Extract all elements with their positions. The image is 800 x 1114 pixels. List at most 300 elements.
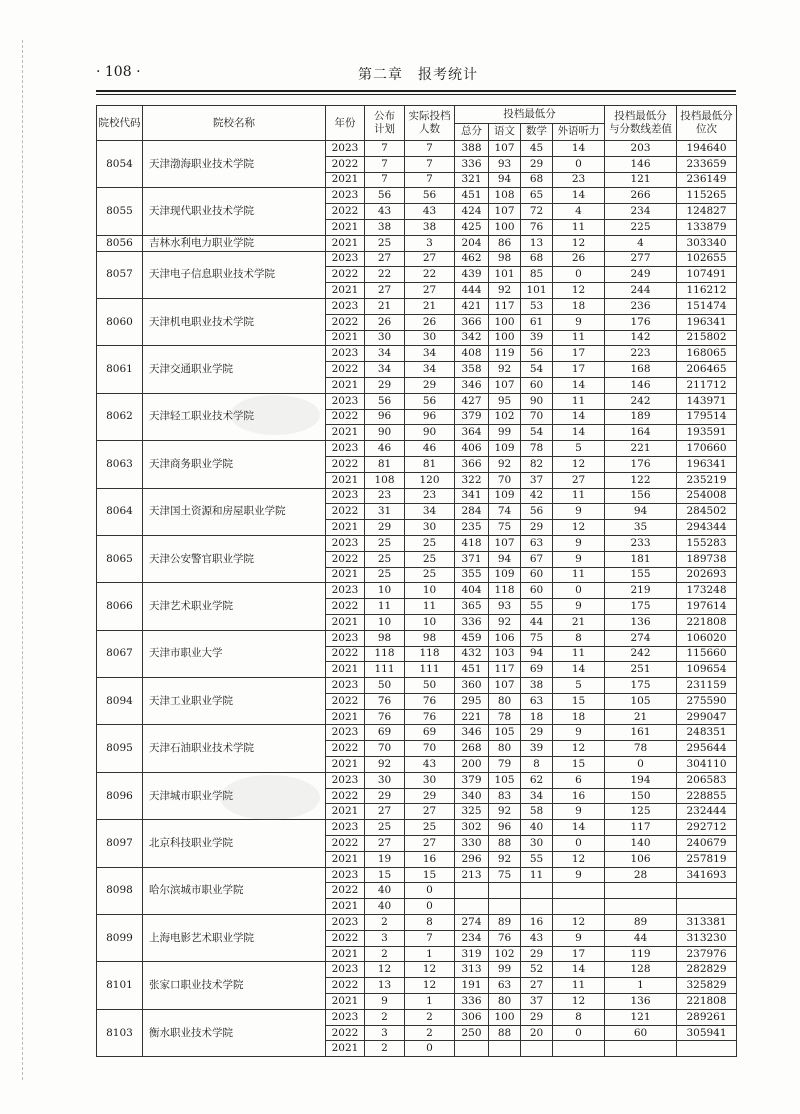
cell-total: 204 (455, 235, 489, 251)
table-row (97, 441, 737, 457)
cell-rank: 173248 (677, 583, 737, 599)
cell-rank: 284502 (677, 504, 737, 520)
cell-math: 65 (521, 188, 553, 204)
cell-math: 16 (521, 915, 553, 931)
cell-total: 341 (455, 488, 489, 504)
col-chinese: 语文 (489, 123, 521, 141)
cell-diff: 128 (605, 962, 677, 978)
school-code: 8064 (97, 488, 143, 535)
cell-actual: 34 (405, 346, 455, 362)
page-number: · 108 · (96, 64, 141, 80)
cell-english (553, 1041, 605, 1057)
cell-year: 2022 (326, 156, 365, 172)
cell-actual: 43 (405, 757, 455, 773)
cell-year: 2021 (326, 425, 365, 441)
table-row (97, 346, 737, 362)
cell-actual: 81 (405, 456, 455, 472)
cell-math: 82 (521, 456, 553, 472)
school-code: 8094 (97, 678, 143, 725)
cell-year: 2021 (326, 994, 365, 1010)
cell-english: 17 (553, 946, 605, 962)
faint-stamp-mark (230, 395, 320, 435)
cell-total: 250 (455, 1025, 489, 1041)
cell-english: 9 (553, 930, 605, 946)
cell-english: 9 (553, 804, 605, 820)
cell-rank: 170660 (677, 441, 737, 457)
cell-chinese: 92 (489, 362, 521, 378)
school-name: 天津艺术职业学院 (143, 583, 326, 630)
cell-year: 2023 (326, 820, 365, 836)
cell-diff: 121 (605, 172, 677, 188)
cell-actual: 11 (405, 599, 455, 615)
cell-english: 26 (553, 251, 605, 267)
cell-plan: 108 (365, 472, 405, 488)
cell-rank: 289261 (677, 1009, 737, 1025)
cell-year: 2023 (326, 630, 365, 646)
school-code: 8095 (97, 725, 143, 772)
cell-diff: 105 (605, 693, 677, 709)
cell-plan: 11 (365, 599, 405, 615)
cell-year: 2023 (326, 251, 365, 267)
school-code: 8061 (97, 346, 143, 393)
cell-actual: 7 (405, 156, 455, 172)
cell-math: 56 (521, 346, 553, 362)
cell-actual: 69 (405, 725, 455, 741)
cell-math: 8 (521, 757, 553, 773)
cell-math: 29 (521, 520, 553, 536)
cell-plan: 7 (365, 172, 405, 188)
cell-actual: 26 (405, 314, 455, 330)
cell-chinese: 117 (489, 662, 521, 678)
cell-diff: 35 (605, 520, 677, 536)
cell-rank: 313381 (677, 915, 737, 931)
cell-math: 54 (521, 362, 553, 378)
cell-rank: 189738 (677, 551, 737, 567)
cell-plan: 34 (365, 362, 405, 378)
cell-diff: 203 (605, 141, 677, 157)
cell-rank: 235219 (677, 472, 737, 488)
cell-chinese: 80 (489, 741, 521, 757)
cell-math: 13 (521, 235, 553, 251)
cell-actual: 98 (405, 630, 455, 646)
cell-diff: 117 (605, 820, 677, 836)
cell-math: 68 (521, 172, 553, 188)
cell-actual: 25 (405, 535, 455, 551)
cell-actual: 120 (405, 472, 455, 488)
cell-year: 2023 (326, 488, 365, 504)
cell-diff (605, 1041, 677, 1057)
cell-total: 336 (455, 614, 489, 630)
cell-total: 388 (455, 141, 489, 157)
cell-plan: 31 (365, 504, 405, 520)
cell-english: 14 (553, 820, 605, 836)
col-math: 数学 (521, 123, 553, 141)
cell-actual: 27 (405, 804, 455, 820)
cell-math: 27 (521, 978, 553, 994)
cell-total: 268 (455, 741, 489, 757)
cell-diff: 176 (605, 314, 677, 330)
cell-actual: 22 (405, 267, 455, 283)
cell-year: 2021 (326, 219, 365, 235)
school-code: 8097 (97, 820, 143, 867)
cell-plan: 29 (365, 377, 405, 393)
cell-total: 319 (455, 946, 489, 962)
cell-rank: 196341 (677, 456, 737, 472)
cell-plan: 3 (365, 1025, 405, 1041)
cell-rank: 248351 (677, 725, 737, 741)
cell-english: 0 (553, 156, 605, 172)
cell-chinese: 105 (489, 725, 521, 741)
cell-chinese: 80 (489, 693, 521, 709)
col-diff: 投档最低分 与分数线差值 (605, 106, 677, 141)
cell-rank: 304110 (677, 757, 737, 773)
cell-rank: 303340 (677, 235, 737, 251)
cell-math: 61 (521, 314, 553, 330)
cell-chinese: 92 (489, 614, 521, 630)
table-row (97, 188, 737, 204)
cell-total: 325 (455, 804, 489, 820)
cell-chinese: 83 (489, 788, 521, 804)
cell-diff: 60 (605, 1025, 677, 1041)
school-name: 北京科技职业学院 (143, 820, 326, 867)
cell-math: 29 (521, 156, 553, 172)
cell-rank: 341693 (677, 867, 737, 883)
cell-chinese: 92 (489, 804, 521, 820)
cell-year: 2022 (326, 836, 365, 852)
cell-chinese: 98 (489, 251, 521, 267)
cell-total: 235 (455, 520, 489, 536)
table-row (97, 1009, 737, 1025)
cell-actual: 30 (405, 772, 455, 788)
cell-math: 70 (521, 409, 553, 425)
cell-chinese: 94 (489, 551, 521, 567)
cell-year: 2021 (326, 899, 365, 915)
cell-math: 75 (521, 630, 553, 646)
cell-total: 355 (455, 567, 489, 583)
school-name: 天津国土资源和房屋职业学院 (143, 488, 326, 535)
cell-diff: 249 (605, 267, 677, 283)
cell-actual: 76 (405, 709, 455, 725)
cell-diff: 136 (605, 614, 677, 630)
header-rule-thin (96, 94, 736, 95)
cell-english: 9 (553, 551, 605, 567)
cell-english: 14 (553, 141, 605, 157)
cell-rank: 221808 (677, 994, 737, 1010)
table-body (97, 141, 737, 1057)
cell-rank: 215802 (677, 330, 737, 346)
cell-actual: 0 (405, 883, 455, 899)
cell-chinese: 102 (489, 409, 521, 425)
cell-year: 2022 (326, 599, 365, 615)
cell-diff: 181 (605, 551, 677, 567)
cell-math: 69 (521, 662, 553, 678)
table-row (97, 488, 737, 504)
cell-year: 2022 (326, 978, 365, 994)
cell-year: 2021 (326, 283, 365, 299)
cell-diff: 244 (605, 283, 677, 299)
cell-rank: 115265 (677, 188, 737, 204)
cell-actual: 56 (405, 188, 455, 204)
table-row (97, 867, 737, 883)
cell-english: 27 (553, 472, 605, 488)
cell-math: 76 (521, 219, 553, 235)
cell-english: 0 (553, 1025, 605, 1041)
cell-rank: 231159 (677, 678, 737, 694)
cell-diff: 4 (605, 235, 677, 251)
cell-plan: 30 (365, 330, 405, 346)
cell-diff: 189 (605, 409, 677, 425)
cell-year: 2022 (326, 788, 365, 804)
cell-year: 2023 (326, 535, 365, 551)
cell-total: 432 (455, 646, 489, 662)
cell-english: 11 (553, 567, 605, 583)
cell-actual: 30 (405, 330, 455, 346)
cell-chinese: 76 (489, 930, 521, 946)
cell-diff: 78 (605, 741, 677, 757)
cell-math: 78 (521, 441, 553, 457)
school-name: 天津机电职业技术学院 (143, 298, 326, 345)
cell-math: 30 (521, 836, 553, 852)
cell-plan: 96 (365, 409, 405, 425)
cell-rank: 151474 (677, 298, 737, 314)
cell-math: 34 (521, 788, 553, 804)
cell-diff: 122 (605, 472, 677, 488)
cell-rank: 313230 (677, 930, 737, 946)
cell-chinese: 109 (489, 567, 521, 583)
cell-total: 358 (455, 362, 489, 378)
cell-english: 12 (553, 456, 605, 472)
cell-rank: 107491 (677, 267, 737, 283)
cell-math: 44 (521, 614, 553, 630)
cell-total: 379 (455, 409, 489, 425)
cell-rank: 305941 (677, 1025, 737, 1041)
cell-plan: 56 (365, 188, 405, 204)
cell-plan: 98 (365, 630, 405, 646)
cell-plan: 25 (365, 235, 405, 251)
cell-actual: 34 (405, 504, 455, 520)
cell-total: 336 (455, 994, 489, 1010)
cell-total: 451 (455, 188, 489, 204)
cell-chinese (489, 883, 521, 899)
table-row (97, 235, 737, 251)
cell-chinese: 99 (489, 425, 521, 441)
cell-chinese: 75 (489, 867, 521, 883)
cell-year: 2022 (326, 267, 365, 283)
school-name: 天津石油职业技术学院 (143, 725, 326, 772)
cell-year: 2023 (326, 188, 365, 204)
cell-actual: 0 (405, 1041, 455, 1057)
cell-chinese: 96 (489, 820, 521, 836)
cell-diff: 274 (605, 630, 677, 646)
cell-diff: 221 (605, 441, 677, 457)
cell-math: 29 (521, 946, 553, 962)
cell-english: 8 (553, 1009, 605, 1025)
cell-total: 360 (455, 678, 489, 694)
cell-year: 2023 (326, 1009, 365, 1025)
cell-year: 2021 (326, 472, 365, 488)
school-code: 8067 (97, 630, 143, 677)
table-row (97, 630, 737, 646)
cell-math: 94 (521, 646, 553, 662)
cell-diff: 175 (605, 678, 677, 694)
cell-english: 12 (553, 235, 605, 251)
cell-actual: 12 (405, 978, 455, 994)
cell-plan: 50 (365, 678, 405, 694)
cell-math: 38 (521, 678, 553, 694)
cell-rank: 254008 (677, 488, 737, 504)
cell-rank: 275590 (677, 693, 737, 709)
cell-english: 15 (553, 693, 605, 709)
cell-english: 12 (553, 283, 605, 299)
cell-year: 2023 (326, 678, 365, 694)
cell-diff (605, 883, 677, 899)
cell-diff: 251 (605, 662, 677, 678)
cell-math: 52 (521, 962, 553, 978)
cell-year: 2023 (326, 141, 365, 157)
cell-diff: 277 (605, 251, 677, 267)
cell-english: 4 (553, 204, 605, 220)
cell-rank: 143971 (677, 393, 737, 409)
cell-year: 2022 (326, 204, 365, 220)
cell-diff: 164 (605, 425, 677, 441)
cell-plan: 40 (365, 883, 405, 899)
cell-english: 14 (553, 425, 605, 441)
cell-plan: 30 (365, 772, 405, 788)
cell-plan: 12 (365, 962, 405, 978)
cell-chinese: 117 (489, 298, 521, 314)
col-year: 年份 (326, 106, 365, 141)
cell-total: 366 (455, 456, 489, 472)
cell-plan: 2 (365, 1009, 405, 1025)
cell-total: 424 (455, 204, 489, 220)
cell-total: 284 (455, 504, 489, 520)
cell-diff: 146 (605, 377, 677, 393)
cell-math: 63 (521, 693, 553, 709)
cell-math: 18 (521, 709, 553, 725)
cell-total (455, 1041, 489, 1057)
cell-total: 313 (455, 962, 489, 978)
cell-total: 427 (455, 393, 489, 409)
cell-actual: 111 (405, 662, 455, 678)
school-code: 8060 (97, 298, 143, 345)
cell-diff: 119 (605, 946, 677, 962)
school-name: 上海电影艺术职业学院 (143, 915, 326, 962)
cell-chinese: 95 (489, 393, 521, 409)
cell-chinese: 100 (489, 1009, 521, 1025)
table-row (97, 141, 737, 157)
cell-actual: 8 (405, 915, 455, 931)
cell-chinese: 70 (489, 472, 521, 488)
cell-english: 21 (553, 614, 605, 630)
cell-actual: 118 (405, 646, 455, 662)
cell-english (553, 883, 605, 899)
cell-actual: 23 (405, 488, 455, 504)
school-name: 衡水职业技术学院 (143, 1009, 326, 1056)
cell-math: 29 (521, 1009, 553, 1025)
col-rank: 投档最低分 位次 (677, 106, 737, 141)
cell-math: 54 (521, 425, 553, 441)
cell-diff: 233 (605, 535, 677, 551)
cell-plan: 19 (365, 851, 405, 867)
cell-total: 296 (455, 851, 489, 867)
cell-plan: 27 (365, 251, 405, 267)
cell-year: 2023 (326, 583, 365, 599)
cell-math: 68 (521, 251, 553, 267)
cell-plan: 23 (365, 488, 405, 504)
cell-diff: 21 (605, 709, 677, 725)
cell-chinese: 92 (489, 851, 521, 867)
cell-chinese: 74 (489, 504, 521, 520)
cell-diff: 175 (605, 599, 677, 615)
cell-diff: 156 (605, 488, 677, 504)
cell-plan: 27 (365, 836, 405, 852)
cell-rank: 202693 (677, 567, 737, 583)
cell-total: 302 (455, 820, 489, 836)
cell-diff: 242 (605, 646, 677, 662)
cell-english: 14 (553, 962, 605, 978)
cell-english: 12 (553, 994, 605, 1010)
cell-plan: 26 (365, 314, 405, 330)
cell-plan: 21 (365, 298, 405, 314)
cell-english: 11 (553, 219, 605, 235)
cell-rank: 294344 (677, 520, 737, 536)
cell-actual: 56 (405, 393, 455, 409)
cell-chinese: 63 (489, 978, 521, 994)
school-code: 8065 (97, 535, 143, 582)
cell-rank: 325829 (677, 978, 737, 994)
table-row (97, 772, 737, 788)
cell-chinese: 93 (489, 156, 521, 172)
cell-chinese: 102 (489, 946, 521, 962)
cell-rank: 155283 (677, 535, 737, 551)
cell-english: 11 (553, 488, 605, 504)
cell-rank: 257819 (677, 851, 737, 867)
school-code: 8098 (97, 867, 143, 914)
school-code: 8066 (97, 583, 143, 630)
cell-rank: 233659 (677, 156, 737, 172)
cell-chinese: 107 (489, 535, 521, 551)
cell-plan: 76 (365, 709, 405, 725)
cell-english: 14 (553, 377, 605, 393)
cell-diff: 89 (605, 915, 677, 931)
cell-year: 2021 (326, 709, 365, 725)
cell-math: 72 (521, 204, 553, 220)
school-name: 吉林水利电力职业学院 (143, 235, 326, 251)
cell-chinese: 78 (489, 709, 521, 725)
school-code: 8063 (97, 441, 143, 488)
cell-diff: 0 (605, 757, 677, 773)
table-row (97, 678, 737, 694)
cell-chinese: 92 (489, 283, 521, 299)
cell-rank: 102655 (677, 251, 737, 267)
school-code: 8057 (97, 251, 143, 298)
cell-english: 6 (553, 772, 605, 788)
cell-rank: 299047 (677, 709, 737, 725)
school-code: 8062 (97, 393, 143, 440)
cell-math (521, 883, 553, 899)
cell-english: 15 (553, 757, 605, 773)
cell-english: 9 (553, 599, 605, 615)
cell-english: 11 (553, 646, 605, 662)
cell-plan: 111 (365, 662, 405, 678)
cell-rank: 168065 (677, 346, 737, 362)
binding-margin-line (22, 40, 23, 1080)
cell-actual: 16 (405, 851, 455, 867)
cell-actual: 1 (405, 946, 455, 962)
cell-plan: 15 (365, 867, 405, 883)
cell-math: 42 (521, 488, 553, 504)
cell-diff: 225 (605, 219, 677, 235)
